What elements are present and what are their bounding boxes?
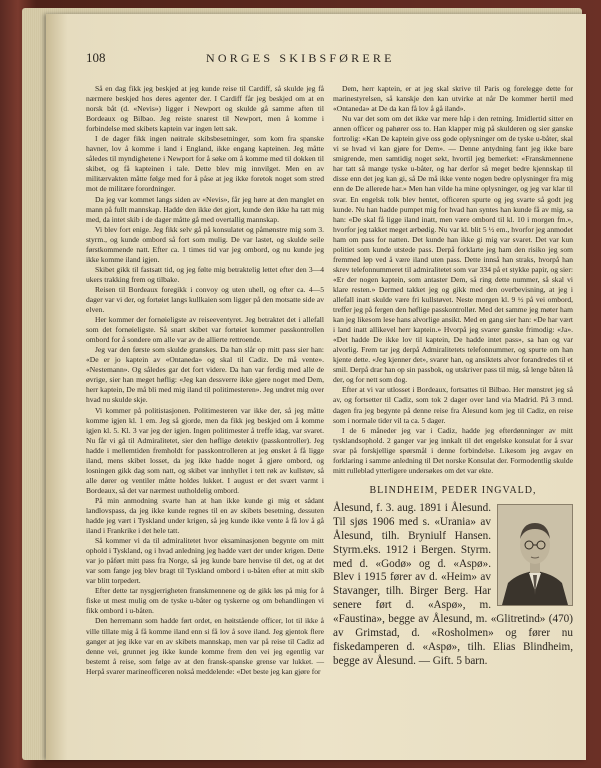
left-column bbox=[86, 84, 324, 677]
paragraph: Skibet gikk til fastsatt tid, og jeg følte mig betraktelig lettet efter den 3—4 ukers trakking frem og tilbake. bbox=[86, 264, 324, 284]
paragraph: Så kommer vi da til admiralitetet hvor eksaminasjonen begynte om mitt ophold i Tyskland, og i hvad anledning jeg hadde vært der under krigen. Dette var jo påført mitt pass fra Norge, så jeg kunde bare henvise til det, og at det var som fange jeg blev bragt til Tyskland ombord i u-båten efter at mitt skib var blitt torpedert. bbox=[86, 536, 324, 586]
paragraph: Efter at vi var utlosset i Bordeaux, fortsattes til Bilbao. Her mønstret jeg så av, og fortsetter til Cadiz, som tok 2 dager over land via Madrid. På 3 mnd. dagen fra jeg begynte på denne reise fra Ålesund kom jeg til Cadiz, en reise som i normale tider vil ta ca. 5 dager. bbox=[333, 385, 573, 425]
paragraph: I de 6 måneder jeg var i Cadiz, hadde jeg efterdønninger av mitt tysklandsophold. 2 ganger var jeg innkalt til det engelske konsulat for å svar svar på forskjellige spørsmål i denne forbindelse. Likesom jeg avgav en forklaring i samme anledning til Det norske Konsulat der. Formodentlig skulde mitt rulleblad ytterligere undersøkes om det var ekte. bbox=[333, 425, 573, 475]
right-column bbox=[333, 84, 573, 669]
paragraph: Så en dag fikk jeg beskjed at jeg kunde reise til Cardiff, så skulde jeg få nærmere beskjed hos deres agenter der. I Cardiff får jeg beskjed om at en norsk båt (d. «Nevis») ligger i Newport og skulde gå samme aften til Bordeaux og Bilbao. Jeg reiste snarest til Newport, men å komme i forbindelse med skibets kaptein var ingen lett sak. bbox=[86, 84, 324, 134]
paragraph: Reisen til Bordeaux foregikk i convoy og uten uhell, og efter ca. 4—5 dager var vi der, og fortøiet langs kullkaien som ligger på den motsatte side av elven. bbox=[86, 284, 324, 315]
portrait-photo bbox=[497, 504, 573, 606]
paragraph: På min anmodning svarte han at han ikke kunde gi mig et sådant landlovspass, da jeg ikke kunde regnes til en av skibets besetning, dessuten hadde jeg vært i Tyskland under krigen, så jeg kunde ikke vente å få lov å gå iland i Frankrike i det hele tatt. bbox=[86, 495, 324, 536]
page-header bbox=[86, 50, 572, 70]
paragraph: Efter dette tar nysgjerrigheten franskmennene og de gikk løs på mig for å fiske ut mest mulig om de tyske u-båter og tyskerne og om behandlingen vi fikk ombord i u-båten. bbox=[86, 586, 324, 616]
paragraph: Jeg var den første som skulde granskes. Da han slår op mitt pass sier han: «De er jo kaptein av «Ontaneda» og skal til Cadiz. De må vente». «Nestemann». Og således gar det fort videre. Da han var ferdig med alle de øvrige, sier han meget høflig: «Jeg kan dessverre ikke gjøre noget med Dem, herr kaptein, De må bli med mig iland til politimesteren». Jeg undret mig over hvad nu skulde skje. bbox=[86, 345, 324, 405]
paragraph: Den herremann som hadde ført ordet, en høitstående officer, lot til ikke å ville tillate mig å få komme iland enn si få lov å sove iland. Jeg gjentok flere ganger at jeg ikke var en av skibets mannskap, men var på reise til Cadiz ad denne vei, grunnet jeg ikke kunde komme frem den vei jeg egentlig var bestemt å reise, som følge av at den fransk-spanske grense var lukket. — Herpå svarer marineofficeren nokså meddelende: «Det beste jeg kan gjøre for bbox=[86, 616, 324, 676]
biography bbox=[333, 502, 573, 669]
biography-text: Ålesund, f. 3. aug. 1891 i Ålesund. Til sjøs 1906 med s. «Urania» av Ålesund, tilh. Bryniulf Hansen. Styrm.eks. 1912 i Bergen. Styrm. med d. «Godø» og d. «Aspø». Blev i 1915 fører av d. «Heim» av Stavanger, tilh. Birger Berg. Har senere ført d. «Aspø», m. «Faustina», begge av Ålesund, m. «Glitretind» (470) av Grimstad, d. «Rosholmen» og fører nu fiskedamperen d. «Aspø», tilh. Elias Blindheim, begge av Ålesund. — Gift. 5 barn. bbox=[333, 501, 573, 667]
paragraph: Her kommer der fornøieligste av reiseeventyret. Jeg betraktet det i allefall som det fornøieligste. Så snart skibet var fortøiet kommer passkontrollen ombord for å sondere om alle var av de allierte rettroende. bbox=[86, 315, 324, 345]
paragraph: I de dager fikk ingen nøitrale skibsbesetninger, som kom fra spanske havner, lov å komme i land i England, ikke engang kapteinen. Jeg måtte således til myndighetene i Newport for å søke om å komme med til dokken til skibet, og få kapteinen i tale. Dette blev mig innvilget. Men en av militærvakten måtte følge med for å påse at jeg ikke foretok noget som stred mot de militære forordninger. bbox=[86, 134, 324, 194]
running-title: NORGES SKIBSFØRERE bbox=[206, 51, 395, 65]
paragraph: Dem, herr kaptein, er at jeg skal skrive til Paris og forelegge dette for marinestyrelsen, så kanskje den kan utvirke at når De kommer hertil med «Ontaneda» at De da kan få lov å gå iland». bbox=[333, 84, 573, 114]
paragraph: Nu var det som om det ikke var mere håp i den retning. Imidlertid sitter en annen officer og pahører oss to. Han klapper mig på skulderen og sier ganske fortrolig: «Kan De kaptein give oss gode oplysninger om de tyske u-båter, skal vi se hvad vi kan gjøre for Dem». — Denne antydning fant jeg ikke bare smigrende, men samtidig noget sekt, hvortil jeg bemerket: «Franskmennene har tatt så mange tyske u-båter, og har derfor så meget bedre kjennskap til disse enn det jeg kan gi, så De må ikke vente nogen bedre oplysninger fra mig enn de De allerede har.» Men han vilde ha mine oplysninger, og jeg var klar til svar. En engelsk tolk blev hentet, officeren spurte og jeg svarte så godt jeg kunde. Nu han hadde pumpet mig for hvad han syntes han kunde få av mig, sa han: «De skal få ligge iland inatt, men være ombord til kl. 10 i morgen fm.», hvorfor jeg takket meget ærbødig. Nu var kl. blit 5 ½ em., hvorfor jeg anmodet ham om pass for natten. Det kunde han ikke gi mig var svaret. Det var kun politiet som kunde utstede pass. Derpå forklarte jeg ham den risiko jeg som fremmed løp ved å være iland uten pass. Dette innså han straks, hvorpå han skrev telefonnummeret til admiralitetet som var 334 på et stykke papir, og sier: «Er der nogen kaptein, som antaster Dem, så ring dette nummer, så skal vi klare resten.» Dermed takket jeg og gikk med den overbevisning, at jeg i allefall inatt skulde være fri kullstøvet. Neste morgen kl. 9 ½ på vei ombord, treffer jeg på fergen den høflige passkontrollør. Med det samme jeg møter ham kan jeg likesom lese hans alvorlige ansikt. Med en gang sier han: «De har vært i land inatt allikevel herr kaptein.» Hvorpå jeg svarer ganske frimodig: «Ja». «Det hadde De ikke lov til kaptein, De hadde intet pass», sa han og var alvorlig. Frem tar jeg derpå Admiralitetets telefonnummer, og spurte om han kjente dette. «Jeg kjenner det», svarer han, og ansiktets alvor forandredes til et smil. Derpå drar han op sin passbok, og utskriver pass til mig, så lenge båten lå der, og for nett som dog. bbox=[333, 114, 573, 385]
page-number: 108 bbox=[86, 50, 106, 65]
paragraph: Vi kommer på politistasjonen. Politimesteren var ikke der, så jeg måtte komme igjen kl. 1 em. Jeg så gjorde, men da fikk jeg beskjed om å komme igjen kl. 5. Kl. 3 var jeg der igjen. Ingen politimester å treffe idag, var svaret. Nu får vi gå til Admiralitetet, sier den høflige detektiv (passkontroller). Jeg hadde i mellemtiden fremholdt for passkontrolleren at jeg ønsket å få ligge iland, mens skibet losset, da jeg ikke hadde noget å gjøre ombord, og losningen gikk dag som natt, og skibet var innhyllet i tett røk av kullstøv, så alle dører og ventiler måtte holdes lukket. I august er det svært varmt i Bordeaux, så det var nærmest uutholdelig ombord. bbox=[86, 405, 324, 495]
paragraph: Vi blev fort enige. Jeg fikk selv gå på konsulatet og påmønstre mig som 3. styrm., og kunde ombord så fort som mulig. De var lastet, og skulde seile førstkommende natt. Efter ca. 1 times tid var jeg ombord, og nu kunde jeg ikke komme iland igjen. bbox=[86, 224, 324, 264]
biography-heading: BLINDHEIM, PEDER INGVALD, bbox=[369, 484, 537, 496]
paragraph: Da jeg var kommet langs siden av «Nevis», får jeg høre at den manglet en mann på fullt mannskap. Hadde den ikke det gjort, kunde den ikke ha tatt mig med, da intet skib i de dager måtte gå med overtallig mannskap. bbox=[86, 194, 324, 224]
